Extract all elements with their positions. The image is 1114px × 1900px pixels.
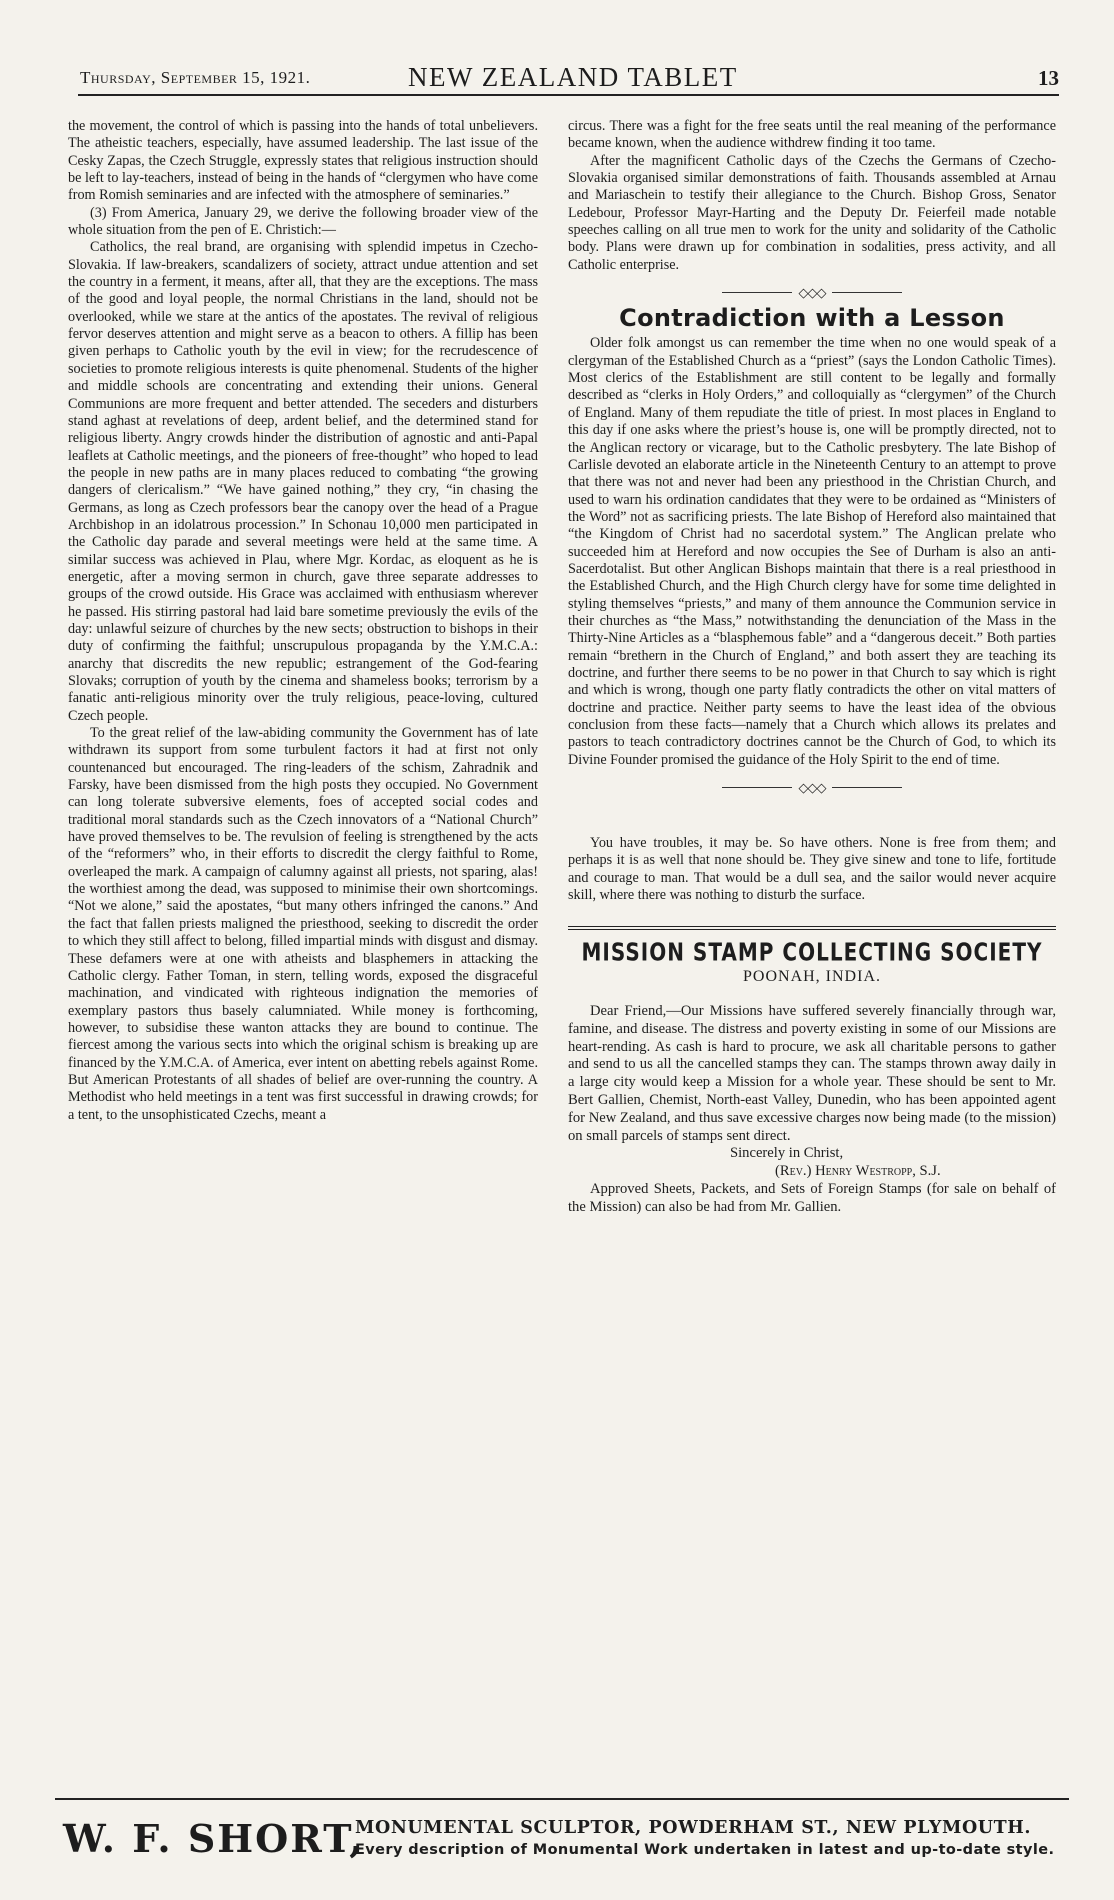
advertiser-name: W. F. SHORT, <box>63 1816 365 1861</box>
advert-rule <box>568 926 1056 930</box>
right-column <box>568 118 1056 1217</box>
signature: (Rev.) Henry Westropp, S.J. <box>775 1163 941 1180</box>
article-heading: Contradiction with a Lesson <box>619 304 1005 333</box>
article-paragraph: the movement, the control of which is passing into the hands of total unbelievers. The atheistic teachers, especially, have assumed leadership. The last issue of the Cesky Zapas, the Czech Struggle, expressly states that religious instruction should be left to lay-teachers, instead of being in the hands of “clergymen who have come from Romish seminaries and are infected with the atmosphere of seminaries.” <box>68 118 538 204</box>
footer-advert <box>55 1798 1069 1870</box>
society-title: MISSION STAMP COLLECTING SOCIETY <box>581 937 1043 968</box>
section-divider <box>722 286 902 300</box>
society-letter: Dear Friend,—Our Missions have suffered severely financially through war, famine, and disease. The distress and poverty existing in some of our Missions are heart-rending. As cash is hard to procure, we ask all charitable persons to gather and send to us all the cancelled stamps they can. The stamps thrown away daily in a large city would keep a Mission for a whole year. These should be sent to Mr. Bert Gallien, Chemist, North-east Valley, Dunedin, who has been appointed agent for New Zealand, and thus save excessive charges now being made (to the mission) on small parcels of stamps sent direct. <box>568 1003 1056 1144</box>
divider-ornament: ◇◇◇ <box>798 285 826 301</box>
article-paragraph: Catholics, the real brand, are organising with splendid impetus in Czecho-Slovakia. If law-breakers, scandalizers of society, attract undue attention and set the country in a ferment, it means, after all, that they are the exceptions. The mass of the good and loyal people, the normal Christians in the land, should not be overlooked, while we stare at the antics of the apostates. The revival of religious fervor deserves attention and might serve as a beacon to others. A fillip has been given perhaps to Catholic youth by the evil in view; for the recrudescence of societies to promote religious interests is quite phenomenal. Students of the higher and middle schools are concentrating and extending their unions. General Communions are more frequent and better attended. The seceders and disturbers stand aghast at revelations of deep, ardent belief, and the determined stand for religious liberty. Angry crowds hinder the distribution of agnostic and anti-Papal leaflets at Catholic meetings, and the pioneers of free-thought” who hoped to lead the people in new paths are in many places reduced to combating “the growing dangers of clericalism.” “We have gained nothing,” they cry, “in chasing the Germans, as long as Czech professors bear the canopy over the head of a Prague Archbishop in an idolatrous procession.” In Schonau 10,000 men participated in the Catholic day parade and several meetings were held at the same time. A similar success was achieved in Plau, where Mgr. Kordac, as eloquent as he is energetic, after a moving sermon in church, gave three separate addresses to groups of the crowd outside. His Grace was acclaimed with enthusiasm wherever he passed. His stirring pastoral had laid bare sometime previously the evils of the day: unlawful seizure of churches by the new sects; obstruction to bishops in their duty of confirming the faithful; unscrupulous propaganda by the Y.M.C.A.: anarchy that discredits the new republic; estrangement of the God-fearing Slovaks; corruption of youth by the cinema and shameless books; terrorism by a fanatic anti-religious minority over the truly religious, peace-loving, cultured Czech people. <box>68 239 538 724</box>
article-paragraph: circus. There was a fight for the free seats until the real meaning of the performance became known, when the audience withdrew finding it too tame. <box>568 118 1056 152</box>
filler-paragraph: You have troubles, it may be. So have others. None is free from them; and perhaps it is as well that none should be. They give sinew and tone to life, fortitude and courage to man. That would be a dull sea, and the sailor would never acquire skill, where there was nothing to disturb the surface. <box>568 835 1056 904</box>
signoff: Sincerely in Christ, <box>730 1145 844 1162</box>
article-paragraph: Older folk amongst us can remember the time when no one would speak of a clergyman of the Established Church as a “priest” (says the London Catholic Times). Most clerics of the Establishment are still content to be legally and formally described as “clerks in Holy Orders,” and colloquially as “clergymen” of the Church of England. Many of them repudiate the title of priest. In most places in England to this day if one asks where the priest’s house is, one will be promptly directed, not to the Anglican rectory or vicarage, but to the Catholic presbytery. The late Bishop of Carlisle devoted an elaborate article in the Nineteenth Century to an attempt to prove that there was not and never had been any priesthood in the Christian Church, and used to warn his ordination candidates that they were to be ordained as “Ministers of the Word” not as sacrificing priests. The late Bishop of Hereford also maintained that “the Kingdom of Christ had no sacerdotal system.” The Anglican prelate who succeeded him at Hereford and now occupies the See of Durham is also an anti-Sacerdotalist. But other Anglican Bishops maintain that there is a real priesthood in the Established Church, and the High Church clergy have for some time delighted in styling themselves “priests,” and many of them announce the Communion service in their churches as “the Mass,” notwithstanding the denunciation of the Mass in the Thirty-Nine Articles as a “blasphemous fable” and a “dangerous deceit.” Both parties remain “brethern in the Church of England,” and both assert they are teaching its doctrine, and further there seems to be no power in that Church to say which is right and which is wrong, though one party flatly contradicts the other on vital matters of doctrine and practice. Neither party seems to have the least idea of the obvious conclusion from these facts—namely that a Church which allows its prelates and pastors to teach contradictory doctrines cannot be the Church of God, to which its Divine Founder promised the guidance of the Holy Spirit to the end of time. <box>568 335 1056 768</box>
society-note: Approved Sheets, Packets, and Sets of Foreign Stamps (for sale on behalf of the Mission) can also be had from Mr. Gallien. <box>568 1181 1056 1215</box>
article-paragraph: (3) From America, January 29, we derive the following broader view of the whole situation from the pen of E. Christich:— <box>68 204 538 239</box>
left-column <box>68 118 538 1124</box>
advert-line-1: MONUMENTAL SCULPTOR, POWDERHAM ST., NEW PLYMOUTH. <box>355 1818 1032 1838</box>
divider-ornament: ◇◇◇ <box>798 780 826 796</box>
newspaper-title: NEW ZEALAND TABLET <box>408 62 738 92</box>
article-paragraph: After the magnificent Catholic days of the Czechs the Germans of Czecho-Slovakia organised similar demonstrations of faith. Thousands assembled at Arnau and Mariaschein to testify their allegiance to the Church. Bishop Gross, Senator Ledebour, Professor Mayr-Harting and the Deputy Dr. Feierfeil made notable speeches calling on all true men to work for the unity and solidarity of the Catholic body. Plans were drawn up for combination in sodalities, press activity, and all Catholic enterprise. <box>568 152 1056 273</box>
advert-line-2: Every description of Monumental Work undertaken in latest and up-to-date style. <box>355 1842 1055 1858</box>
article-paragraph: To the great relief of the law-abiding community the Government has of late withdrawn its support from some turbulent factors it had at first not only countenanced but encouraged. The ring-leaders of the schism, Zahradnik and Farsky, have been dismissed from the high posts they occupied. No Government can long tolerate subversive elements, foes of accepted social codes and traditional moral standards such as the Czech innovators of a “National Church” have proved themselves to be. The revulsion of feeling is strengthened by the acts of the “reformers” who, in their efforts to discredit the clergy faithful to Rome, overleaped the mark. A campaign of calumny against all priests, not sparing, alas! the worthiest among the dead, was supposed to minimise their own shortcomings. “Not we alone,” said the apostates, “but many others infringed the canons.” And the fact that fallen priests maligned the priesthood, seeking to discredit the order to which they still affect to belong, filled impartial minds with disgust and dismay. These defamers were at one with atheists and blasphemers in attacking the Catholic clergy. Father Toman, in stern, telling words, exposed the disgraceful machination, and vindicated with righteous indignation the memories of exemplary pastors thus basely calumniated. While money is forthcoming, however, to subsidise these wanton attacks they are bound to continue. The fiercest among the various sects into which the original schism is breaking up are financed by the Y.M.C.A. of America, ever intent on abetting rebels against Rome. But American Protestants of all shades of belief are over-running the country. A Methodist who held meetings in a tent was first successful in drawing crowds; for a tent, to the unsophisticated Czechs, meant a <box>68 725 538 1123</box>
page-number: 13 <box>1038 66 1059 90</box>
section-divider <box>722 781 902 795</box>
masthead <box>78 60 1059 96</box>
issue-date: Thursday, September 15, 1921. <box>80 68 311 87</box>
society-location: POONAH, INDIA. <box>743 967 881 985</box>
